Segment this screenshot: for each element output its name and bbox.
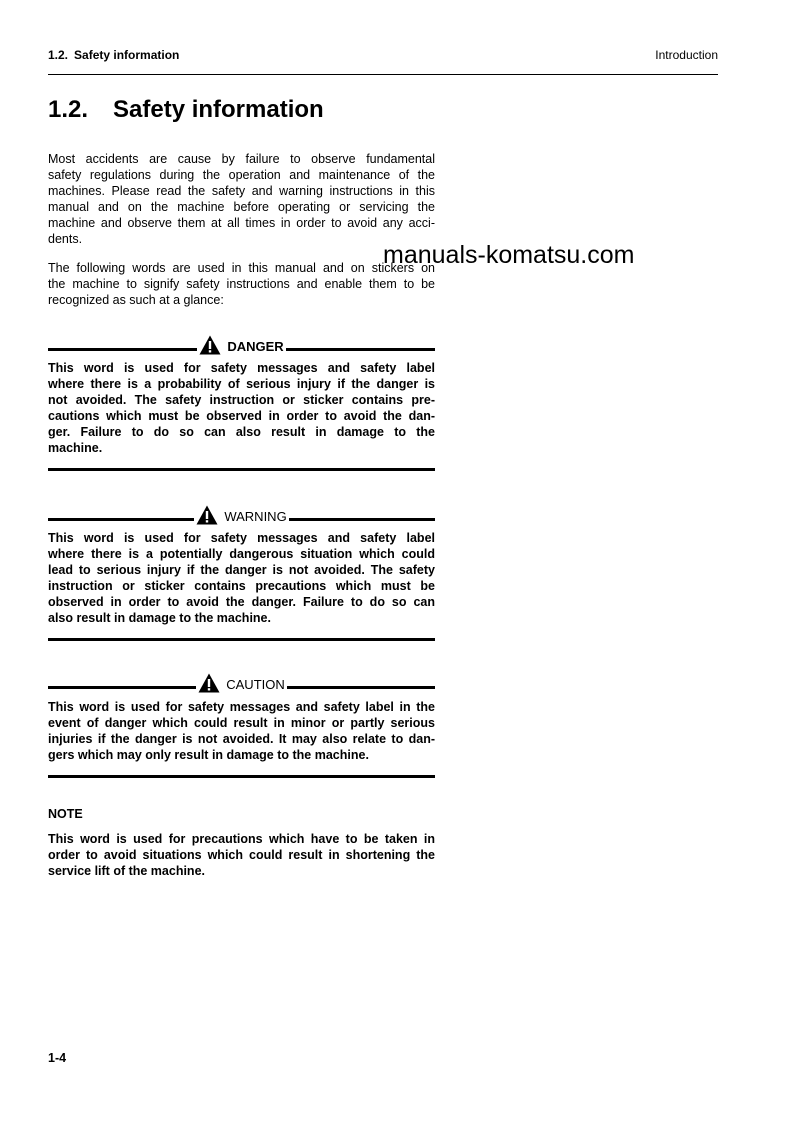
paragraph-line: where there is a potentially dangerous situation which could bbox=[48, 547, 435, 561]
header-rule bbox=[48, 74, 718, 75]
page-number: 1-4 bbox=[48, 1051, 67, 1065]
note-text bbox=[48, 831, 435, 879]
paragraph-line: This word is used for safety messages and safety label bbox=[48, 531, 435, 545]
paragraph-line: manual and on the machine before operating or servicing the bbox=[48, 200, 435, 214]
header-chapter: Introduction bbox=[655, 48, 718, 62]
paragraph-line: This word is used for safety messages and safety label bbox=[48, 361, 435, 375]
heading-rule-right bbox=[286, 348, 435, 351]
heading-rule-right bbox=[289, 518, 435, 521]
paragraph-line: machines. Please read the safety and warning instructions in this bbox=[48, 184, 435, 198]
header-section-title: Safety information bbox=[74, 48, 180, 62]
paragraph-line: machine. bbox=[48, 441, 103, 455]
paragraph-line: gers which may only result in damage to the machine. bbox=[48, 748, 369, 762]
heading-rule-left bbox=[48, 518, 194, 521]
watermark-text: manuals-komatsu.com bbox=[383, 241, 635, 269]
paragraph-line: order to avoid situations which could result in shortening the bbox=[48, 848, 435, 862]
paragraph-line: service lift of the machine. bbox=[48, 864, 205, 878]
heading-rule-right bbox=[287, 686, 435, 689]
paragraph-line: ger. Failure to do so can also result in damage to the bbox=[48, 425, 435, 439]
paragraph-line: injuries if the danger is not avoided. It may also relate to dan- bbox=[48, 732, 435, 746]
note-label: NOTE bbox=[48, 807, 83, 821]
paragraph-line: dents. bbox=[48, 232, 83, 246]
caution-text bbox=[48, 699, 435, 763]
intro-paragraph bbox=[48, 151, 435, 247]
signal-words-paragraph bbox=[48, 260, 435, 308]
paragraph-line: instruction or sticker contains precautions which must be bbox=[48, 579, 435, 593]
paragraph-line: safety regulations during the operation and maintenance of the bbox=[48, 168, 435, 182]
danger-text bbox=[48, 360, 435, 456]
caution-heading bbox=[48, 675, 435, 695]
warning-bottom-rule bbox=[48, 638, 435, 641]
danger-bottom-rule bbox=[48, 468, 435, 471]
heading-rule-left bbox=[48, 348, 197, 351]
caution-bottom-rule bbox=[48, 775, 435, 778]
warning-heading bbox=[48, 507, 435, 527]
warning-triangle-icon bbox=[199, 335, 221, 355]
paragraph-line: This word is used for safety messages and safety label in the bbox=[48, 700, 435, 714]
paragraph-line: the machine to signify safety instructions and enable them to be bbox=[48, 277, 435, 291]
paragraph-line: observed in order to avoid the danger. Failure to do so can bbox=[48, 595, 435, 609]
paragraph-line: This word is used for precautions which have to be taken in bbox=[48, 832, 435, 846]
danger-heading bbox=[48, 337, 435, 357]
paragraph-line: lead to serious injury if the danger is not avoided. The safety bbox=[48, 563, 435, 577]
paragraph-line: The following words are used in this manual and on stickers on bbox=[48, 261, 435, 275]
paragraph-line: where there is a probability of serious injury if the danger is bbox=[48, 377, 435, 391]
warning-triangle-icon bbox=[196, 505, 218, 525]
danger-label: DANGER bbox=[227, 339, 284, 354]
section-title bbox=[48, 96, 448, 124]
paragraph-line: event of danger which could result in minor or partly serious bbox=[48, 716, 435, 730]
section-number: 1.2. bbox=[48, 96, 89, 123]
paragraph-line: not avoided. The safety instruction or sticker contains pre- bbox=[48, 393, 435, 407]
running-header-section bbox=[48, 48, 179, 62]
paragraph-line: Most accidents are cause by failure to observe fundamental bbox=[48, 152, 435, 166]
paragraph-line: recognized as such at a glance: bbox=[48, 293, 224, 307]
warning-triangle-icon bbox=[198, 673, 220, 693]
paragraph-line: cautions which must be observed in order to avoid the dan- bbox=[48, 409, 435, 423]
paragraph-line: machine and observe them at all times in order to avoid any acci- bbox=[48, 216, 435, 230]
heading-rule-left bbox=[48, 686, 196, 689]
caution-label: CAUTION bbox=[226, 677, 285, 692]
warning-text bbox=[48, 530, 435, 626]
paragraph-line: also result in damage to the machine. bbox=[48, 611, 271, 625]
header-section-number: 1.2. bbox=[48, 48, 69, 62]
warning-label: WARNING bbox=[224, 509, 287, 524]
section-heading-text: Safety information bbox=[113, 96, 324, 123]
